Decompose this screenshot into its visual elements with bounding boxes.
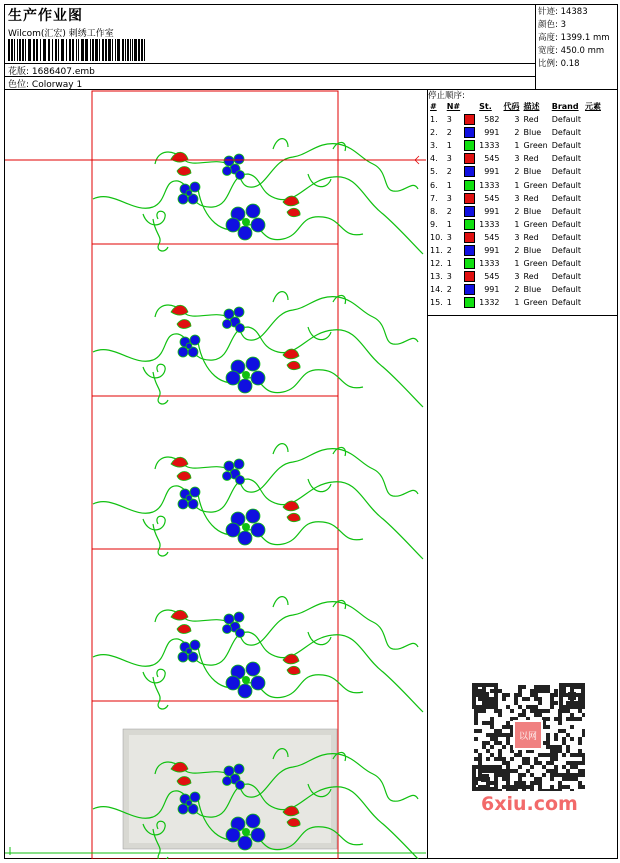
cell-needle: 3 xyxy=(446,272,452,282)
color-swatch xyxy=(464,232,475,243)
cell-index: 7. xyxy=(430,193,438,203)
cell-swatch xyxy=(462,139,477,152)
cell-code: 2 xyxy=(514,206,520,216)
cell-stitches: 545 xyxy=(484,154,500,164)
cell-stitches: 582 xyxy=(484,115,500,125)
cell-description: Green xyxy=(523,219,548,229)
cell-brand: Default xyxy=(551,180,581,190)
cell-index: 14. xyxy=(430,285,443,295)
cell-swatch xyxy=(462,165,477,178)
embroidery-preview xyxy=(5,89,426,859)
table-row xyxy=(428,165,603,178)
col-brand: Brand xyxy=(551,102,579,111)
stop-sequence-panel xyxy=(428,89,617,316)
repeat-frame-3 xyxy=(92,396,338,549)
cell-code: 1 xyxy=(514,298,520,308)
embroidery-motif xyxy=(93,597,423,712)
color-swatch xyxy=(464,271,475,282)
cell-brand: Default xyxy=(551,259,581,269)
cell-description: Blue xyxy=(523,128,542,138)
stat-height: 高度: 1399.1 mm xyxy=(538,33,610,43)
col-description: 描述 xyxy=(523,102,540,111)
cell-brand: Default xyxy=(551,167,581,177)
cell-element xyxy=(583,257,603,270)
cell-stitches: 545 xyxy=(484,232,500,242)
cell-index: 5. xyxy=(430,167,438,177)
cell-code: 3 xyxy=(514,154,520,164)
cell-description: Green xyxy=(523,259,548,269)
cell-code: 2 xyxy=(514,128,520,138)
repeat-frame-2 xyxy=(92,244,338,396)
cell-stitches: 991 xyxy=(484,167,500,177)
cell-element xyxy=(583,231,603,244)
cell-element xyxy=(583,139,603,152)
cell-element xyxy=(583,126,603,139)
color-swatch xyxy=(464,166,475,177)
cell-description: Blue xyxy=(523,206,542,216)
cell-description: Green xyxy=(523,298,548,308)
cell-needle: 3 xyxy=(446,154,452,164)
cell-needle: 2 xyxy=(446,245,452,255)
color-swatch xyxy=(464,258,475,269)
cell-needle: 3 xyxy=(446,115,452,125)
cell-index: 11. xyxy=(430,245,443,255)
cell-index: 13. xyxy=(430,272,443,282)
cell-needle: 1 xyxy=(446,219,452,229)
cell-code: 1 xyxy=(514,180,520,190)
cell-brand: Default xyxy=(551,154,581,164)
qr-badge-text: 以网 xyxy=(518,732,538,742)
table-row xyxy=(428,270,603,283)
cell-needle: 1 xyxy=(446,141,452,151)
table-row xyxy=(428,231,603,244)
cell-stitches: 991 xyxy=(484,285,500,295)
cell-brand: Default xyxy=(551,285,581,295)
cell-description: Red xyxy=(523,193,539,203)
cell-stitches: 991 xyxy=(484,206,500,216)
cell-brand: Default xyxy=(551,298,581,308)
stat-colors: 颜色: 3 xyxy=(538,20,566,30)
stop-sequence-title: 停止顺序: xyxy=(428,91,465,101)
cell-description: Blue xyxy=(523,285,542,295)
embroidery-motif xyxy=(93,292,423,407)
table-row xyxy=(428,178,603,191)
cell-swatch xyxy=(462,270,477,283)
cell-swatch xyxy=(462,231,477,244)
embroidery-motif xyxy=(93,139,423,254)
cell-index: 6. xyxy=(430,180,438,190)
cell-element xyxy=(583,244,603,257)
cell-brand: Default xyxy=(551,193,581,203)
cell-stitches: 545 xyxy=(484,272,500,282)
col-index: # xyxy=(430,102,437,111)
cell-swatch xyxy=(462,283,477,296)
color-swatch xyxy=(464,219,475,230)
cell-brand: Default xyxy=(551,141,581,151)
cell-description: Red xyxy=(523,115,539,125)
colorway-value: Colorway 1 xyxy=(31,80,83,90)
cell-code: 1 xyxy=(514,141,520,151)
cell-index: 12. xyxy=(430,259,443,269)
cell-index: 9. xyxy=(430,219,438,229)
stop-sequence-table xyxy=(428,100,603,309)
cell-brand: Default xyxy=(551,219,581,229)
production-sheet xyxy=(4,4,618,859)
col-code: 代码 xyxy=(503,102,520,111)
design-stats xyxy=(538,6,610,71)
cell-brand: Default xyxy=(551,232,581,242)
cell-swatch xyxy=(462,178,477,191)
cell-needle: 1 xyxy=(446,259,452,269)
cell-description: Green xyxy=(523,141,548,151)
col-needle: N# xyxy=(446,102,461,111)
table-row xyxy=(428,192,603,205)
color-swatch xyxy=(464,140,475,151)
embroidery-motif xyxy=(93,444,423,559)
cell-description: Red xyxy=(523,272,539,282)
cell-element xyxy=(583,113,603,126)
cell-needle: 2 xyxy=(446,128,452,138)
cell-index: 1. xyxy=(430,115,438,125)
stat-width: 宽度: 450.0 mm xyxy=(538,46,605,56)
cell-stitches: 1333 xyxy=(479,259,500,269)
color-swatch xyxy=(464,284,475,295)
design-preview xyxy=(5,89,428,859)
cell-swatch xyxy=(462,126,477,139)
cell-index: 10. xyxy=(430,232,443,242)
cell-element xyxy=(583,283,603,296)
cell-needle: 2 xyxy=(446,167,452,177)
stat-scale: 比例: 0.18 xyxy=(538,59,580,69)
cell-code: 2 xyxy=(514,167,520,177)
design-filename: 1686407.emb xyxy=(31,67,95,77)
cell-stitches: 991 xyxy=(484,128,500,138)
cell-element xyxy=(583,218,603,231)
color-swatch xyxy=(464,114,475,125)
cell-code: 2 xyxy=(514,245,520,255)
color-swatch xyxy=(464,180,475,191)
sheet-header xyxy=(5,5,617,90)
cell-code: 2 xyxy=(514,285,520,295)
cell-needle: 1 xyxy=(446,298,452,308)
repeat-frame-4 xyxy=(92,549,338,701)
cell-description: Red xyxy=(523,154,539,164)
cell-description: Blue xyxy=(523,167,542,177)
cell-code: 1 xyxy=(514,259,520,269)
header-info xyxy=(5,5,536,89)
cell-swatch xyxy=(462,257,477,270)
watermark-site: 6xiu.com xyxy=(481,793,578,815)
cell-brand: Default xyxy=(551,206,581,216)
color-swatch xyxy=(464,153,475,164)
table-row xyxy=(428,296,603,309)
cell-swatch xyxy=(462,205,477,218)
cell-swatch xyxy=(462,152,477,165)
design-label: 花版: xyxy=(8,67,30,77)
cell-stitches: 545 xyxy=(484,193,500,203)
cell-brand: Default xyxy=(551,245,581,255)
color-swatch xyxy=(464,297,475,308)
page-title: 生产作业图 xyxy=(8,8,83,24)
cell-needle: 2 xyxy=(446,206,452,216)
cell-swatch xyxy=(462,244,477,257)
cell-index: 2. xyxy=(430,128,438,138)
cell-needle: 3 xyxy=(446,193,452,203)
table-header-row xyxy=(428,100,603,113)
cell-code: 1 xyxy=(514,219,520,229)
divider xyxy=(5,76,535,77)
table-row xyxy=(428,244,603,257)
cell-swatch xyxy=(462,113,477,126)
cell-element xyxy=(583,296,603,309)
cell-brand: Default xyxy=(551,115,581,125)
cell-stitches: 991 xyxy=(484,245,500,255)
cell-swatch xyxy=(462,296,477,309)
cell-index: 8. xyxy=(430,206,438,216)
cell-element xyxy=(583,205,603,218)
col-stitches: St. xyxy=(479,102,492,111)
cell-brand: Default xyxy=(551,272,581,282)
cell-code: 3 xyxy=(514,193,520,203)
color-swatch xyxy=(464,245,475,256)
cell-code: 3 xyxy=(514,232,520,242)
cell-index: 15. xyxy=(430,298,443,308)
company-name: Wilcom(汇宏) 刺绣工作室 xyxy=(8,29,114,39)
cell-swatch xyxy=(462,192,477,205)
cell-stitches: 1333 xyxy=(479,180,500,190)
cell-element xyxy=(583,178,603,191)
cell-needle: 2 xyxy=(446,285,452,295)
barcode-image xyxy=(8,39,148,61)
color-swatch xyxy=(464,127,475,138)
colorway-label: 色位: xyxy=(8,80,30,90)
col-element: 元素 xyxy=(584,102,601,111)
repeat-frame-1 xyxy=(92,91,338,244)
table-row xyxy=(428,205,603,218)
color-swatch xyxy=(464,193,475,204)
color-swatch xyxy=(464,206,475,217)
table-row xyxy=(428,257,603,270)
cell-element xyxy=(583,192,603,205)
cell-description: Blue xyxy=(523,245,542,255)
table-row xyxy=(428,113,603,126)
cell-stitches: 1332 xyxy=(479,298,500,308)
col-swatch xyxy=(462,100,477,113)
table-row xyxy=(428,126,603,139)
table-row xyxy=(428,139,603,152)
table-row xyxy=(428,283,603,296)
cell-needle: 1 xyxy=(446,180,452,190)
table-row xyxy=(428,218,603,231)
cell-element xyxy=(583,152,603,165)
cell-needle: 3 xyxy=(446,232,452,242)
cell-index: 3. xyxy=(430,141,438,151)
cell-stitches: 1333 xyxy=(479,219,500,229)
table-row xyxy=(428,152,603,165)
qr-code-image xyxy=(472,683,585,791)
stat-stitches: 针迹: 14383 xyxy=(538,7,588,17)
cell-brand: Default xyxy=(551,128,581,138)
cell-swatch xyxy=(462,218,477,231)
cell-stitches: 1333 xyxy=(479,141,500,151)
cell-code: 3 xyxy=(514,115,520,125)
cell-index: 4. xyxy=(430,154,438,164)
cell-description: Green xyxy=(523,180,548,190)
cell-element xyxy=(583,165,603,178)
cell-code: 3 xyxy=(514,272,520,282)
cell-element xyxy=(583,270,603,283)
cell-description: Red xyxy=(523,232,539,242)
